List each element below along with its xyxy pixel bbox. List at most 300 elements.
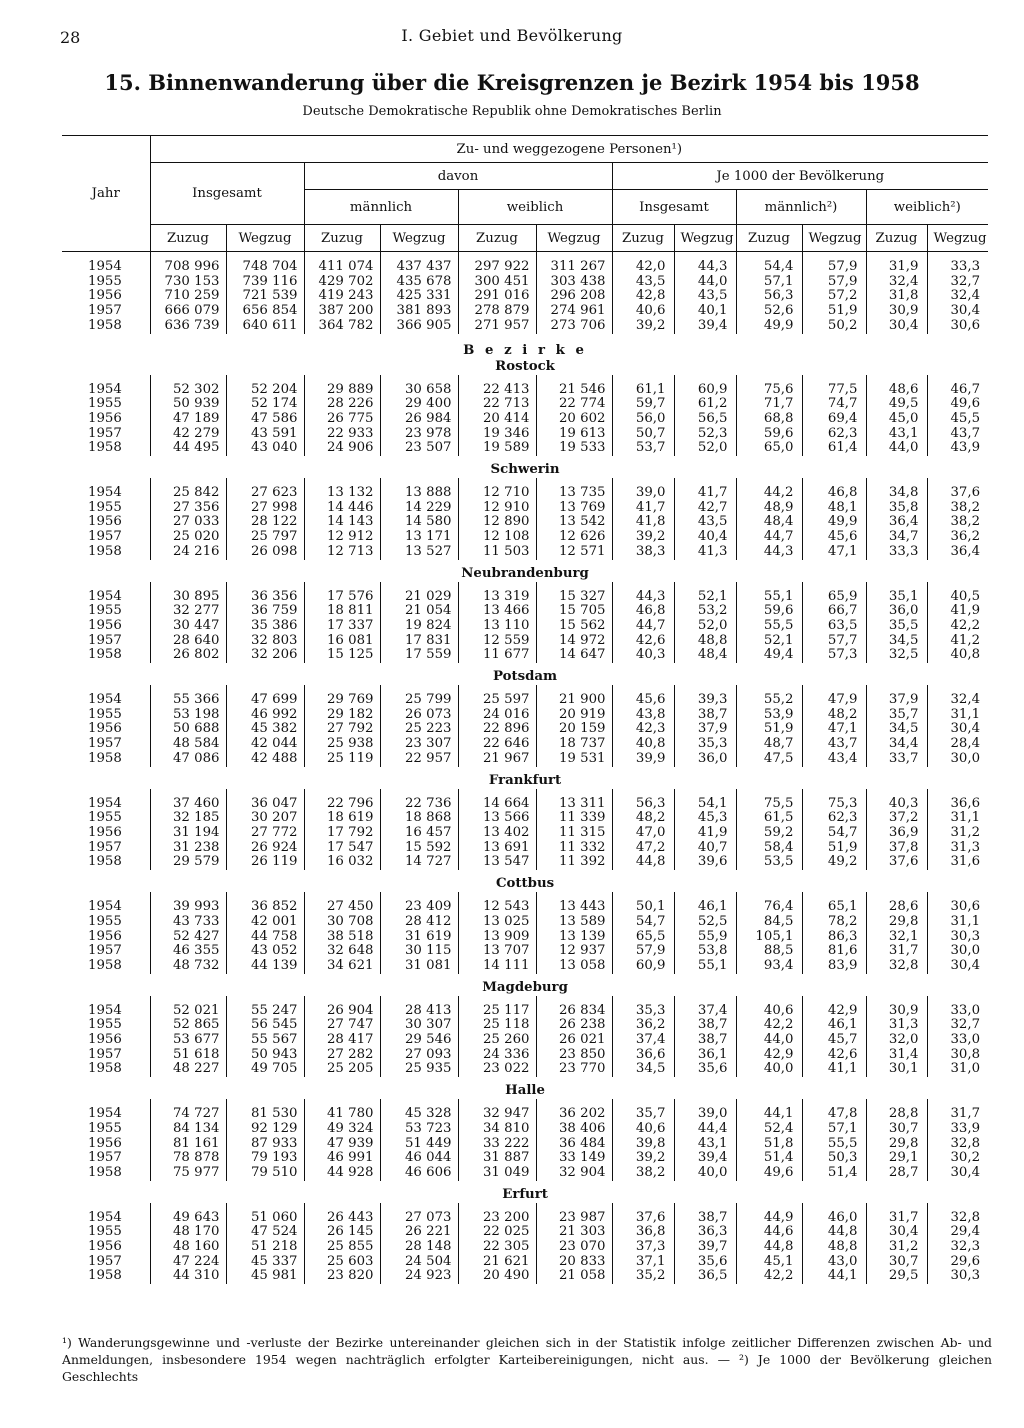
value-cell: 39,0 [612, 478, 674, 501]
value-cell: 36,6 [612, 1048, 674, 1063]
value-cell: 17 337 [304, 619, 380, 634]
year-cell: 1955 [88, 396, 122, 412]
col-header-weiblich: weiblich [458, 190, 612, 225]
value-cell: 44,1 [802, 1269, 866, 1284]
table-row [62, 441, 988, 456]
value-cell: 42,2 [927, 619, 988, 634]
value-cell: 19 824 [380, 619, 458, 634]
value-cell: 21 029 [380, 582, 458, 605]
value-cell: 65,9 [802, 582, 866, 605]
value-cell: 44,8 [802, 1225, 866, 1240]
value-cell: 52,1 [736, 634, 802, 649]
value-cell: 13 025 [458, 915, 536, 930]
value-cell: 32,0 [866, 1033, 927, 1048]
value-cell: 11 392 [536, 855, 612, 870]
value-cell: 49 324 [304, 1122, 380, 1137]
value-cell: 44,0 [866, 441, 927, 456]
value-cell: 25 117 [458, 996, 536, 1019]
year-cell: 1957 [88, 303, 122, 319]
value-cell: 28 412 [380, 915, 458, 930]
value-cell: 25 603 [304, 1255, 380, 1270]
value-cell: 18 737 [536, 737, 612, 752]
value-cell: 411 074 [304, 252, 380, 275]
table-title: 15. Binnenwanderung über die Kreisgrenzen je Bezirk 1954 bis 1958 [104, 70, 920, 95]
value-cell: 21 900 [536, 685, 612, 708]
value-cell: 25 938 [304, 737, 380, 752]
value-cell: 41,3 [674, 545, 736, 560]
value-cell: 15 327 [536, 582, 612, 605]
year-cell: 1956 [88, 928, 122, 944]
value-cell: 13 707 [458, 944, 536, 959]
value-cell: 30 207 [226, 811, 304, 826]
value-cell: 31,2 [927, 826, 988, 841]
value-cell: 68,8 [736, 412, 802, 427]
value-cell: 47,1 [802, 722, 866, 737]
value-cell: 44,9 [736, 1203, 802, 1226]
value-cell: 48,4 [736, 515, 802, 530]
running-head: I. Gebiet und Bevölkerung [401, 26, 623, 45]
year-cell: 1954 [88, 1209, 122, 1225]
table-row [62, 604, 988, 619]
value-cell: 36,3 [674, 1225, 736, 1240]
year-cell: 1958 [88, 1061, 122, 1077]
value-cell: 40,1 [674, 304, 736, 319]
value-cell: 49,9 [736, 319, 802, 334]
value-cell: 50,3 [802, 1151, 866, 1166]
value-cell: 50 939 [150, 397, 226, 412]
value-cell: 57,9 [612, 944, 674, 959]
value-cell: 13 566 [458, 811, 536, 826]
value-cell: 23 409 [380, 892, 458, 915]
value-cell: 29,8 [866, 915, 927, 930]
value-cell: 381 893 [380, 304, 458, 319]
value-cell: 11 503 [458, 545, 536, 560]
value-cell: 51,9 [802, 304, 866, 319]
value-cell: 22 796 [304, 789, 380, 812]
value-cell: 45,1 [736, 1255, 802, 1270]
value-cell: 32,3 [927, 1240, 988, 1255]
value-cell: 41,8 [612, 515, 674, 530]
value-cell: 38,2 [612, 1166, 674, 1181]
value-cell: 40,5 [927, 582, 988, 605]
year-cell: 1954 [88, 259, 122, 274]
value-cell: 18 811 [304, 604, 380, 619]
value-cell: 20 490 [458, 1269, 536, 1284]
value-cell: 311 267 [536, 252, 612, 275]
value-cell: 38 406 [536, 1122, 612, 1137]
value-cell: 14 143 [304, 515, 380, 530]
value-cell: 50,2 [802, 319, 866, 334]
value-cell: 25 223 [380, 722, 458, 737]
value-cell: 84,5 [736, 915, 802, 930]
col-header-wegzug: Wegzug [380, 225, 458, 252]
table-row [62, 1225, 988, 1240]
value-cell: 56,3 [736, 289, 802, 304]
col-header-wegzug: Wegzug [674, 225, 736, 252]
value-cell: 40,8 [612, 737, 674, 752]
table-row [62, 826, 988, 841]
value-cell: 47,0 [612, 826, 674, 841]
value-cell: 29,4 [927, 1225, 988, 1240]
value-cell: 46,1 [802, 1018, 866, 1033]
value-cell: 29 769 [304, 685, 380, 708]
value-cell: 59,2 [736, 826, 802, 841]
value-cell: 23 307 [380, 737, 458, 752]
value-cell: 41,7 [612, 501, 674, 516]
section-heading: Magdeburg [482, 979, 568, 995]
value-cell: 25 799 [380, 685, 458, 708]
value-cell: 43,1 [866, 427, 927, 442]
year-cell: 1957 [88, 632, 122, 648]
value-cell: 44,2 [736, 478, 802, 501]
value-cell: 26 904 [304, 996, 380, 1019]
value-cell: 46,0 [802, 1203, 866, 1226]
value-cell: 37,8 [866, 841, 927, 856]
col-header-zuzug: Zuzug [304, 225, 380, 252]
value-cell: 45 328 [380, 1099, 458, 1122]
value-cell: 27 792 [304, 722, 380, 737]
section-heading-row [62, 870, 988, 892]
value-cell: 41 780 [304, 1099, 380, 1122]
value-cell: 53,7 [612, 441, 674, 456]
value-cell: 44,1 [736, 1099, 802, 1122]
value-cell: 19 613 [536, 427, 612, 442]
value-cell: 55,9 [674, 930, 736, 945]
year-cell: 1956 [88, 617, 122, 633]
value-cell: 30,4 [927, 722, 988, 737]
value-cell: 23 978 [380, 427, 458, 442]
table-row [62, 1062, 988, 1077]
table-row [62, 478, 988, 501]
value-cell: 60,9 [612, 959, 674, 974]
value-cell: 21 621 [458, 1255, 536, 1270]
table-row [62, 1166, 988, 1181]
value-cell: 35,7 [612, 1099, 674, 1122]
value-cell: 48,7 [736, 737, 802, 752]
value-cell: 46,7 [927, 375, 988, 398]
value-cell: 29 400 [380, 397, 458, 412]
year-cell: 1956 [88, 824, 122, 840]
value-cell: 43,4 [802, 752, 866, 767]
value-cell: 27 033 [150, 515, 226, 530]
value-cell: 50,1 [612, 892, 674, 915]
value-cell: 38,7 [674, 708, 736, 723]
value-cell: 44,3 [736, 545, 802, 560]
col-header-wegzug: Wegzug [226, 225, 304, 252]
value-cell: 30,9 [866, 996, 927, 1019]
value-cell: 49 705 [226, 1062, 304, 1077]
value-cell: 28,7 [866, 1166, 927, 1181]
value-cell: 34,5 [866, 634, 927, 649]
year-cell: 1958 [88, 543, 122, 559]
value-cell: 39,4 [674, 1151, 736, 1166]
value-cell: 29,5 [866, 1269, 927, 1284]
value-cell: 41,9 [927, 604, 988, 619]
table-row [62, 930, 988, 945]
value-cell: 63,5 [802, 619, 866, 634]
table-row [62, 959, 988, 974]
col-header-maennlich-je1000: männlich²) [736, 190, 866, 225]
value-cell: 13 769 [536, 501, 612, 516]
value-cell: 14 229 [380, 501, 458, 516]
value-cell: 17 559 [380, 648, 458, 663]
value-cell: 53,5 [736, 855, 802, 870]
value-cell: 46,8 [802, 478, 866, 501]
value-cell: 11 677 [458, 648, 536, 663]
value-cell: 52 302 [150, 375, 226, 398]
value-cell: 27 772 [226, 826, 304, 841]
value-cell: 656 854 [226, 304, 304, 319]
value-cell: 27 282 [304, 1048, 380, 1063]
value-cell: 31 194 [150, 826, 226, 841]
table-row [62, 1240, 988, 1255]
value-cell: 23 200 [458, 1203, 536, 1226]
table-row [62, 841, 988, 856]
value-cell: 78 878 [150, 1151, 226, 1166]
value-cell: 14 647 [536, 648, 612, 663]
value-cell: 36 356 [226, 582, 304, 605]
value-cell: 12 890 [458, 515, 536, 530]
value-cell: 30,9 [866, 304, 927, 319]
value-cell: 37,3 [612, 1240, 674, 1255]
value-cell: 28,8 [866, 1099, 927, 1122]
value-cell: 48,8 [802, 1240, 866, 1255]
value-cell: 26 238 [536, 1018, 612, 1033]
value-cell: 48,6 [866, 375, 927, 398]
table-row [62, 501, 988, 516]
value-cell: 38,7 [674, 1203, 736, 1226]
value-cell: 35,6 [674, 1255, 736, 1270]
value-cell: 77,5 [802, 375, 866, 398]
value-cell: 14 727 [380, 855, 458, 870]
year-cell: 1954 [88, 1106, 122, 1122]
value-cell: 25 119 [304, 752, 380, 767]
value-cell: 45,6 [802, 530, 866, 545]
value-cell: 36,9 [866, 826, 927, 841]
value-cell: 20 414 [458, 412, 536, 427]
section-heading-row [62, 663, 988, 685]
value-cell: 24 923 [380, 1269, 458, 1284]
value-cell: 28 148 [380, 1240, 458, 1255]
value-cell: 22 305 [458, 1240, 536, 1255]
value-cell: 13 139 [536, 930, 612, 945]
value-cell: 51,9 [802, 841, 866, 856]
value-cell: 20 833 [536, 1255, 612, 1270]
value-cell: 27 356 [150, 501, 226, 516]
section-heading: Rostock [495, 358, 555, 374]
value-cell: 53,8 [674, 944, 736, 959]
col-header-davon: davon [304, 163, 612, 190]
value-cell: 38,3 [612, 545, 674, 560]
value-cell: 40,6 [612, 304, 674, 319]
value-cell: 33 222 [458, 1137, 536, 1152]
value-cell: 297 922 [458, 252, 536, 275]
value-cell: 28,6 [866, 892, 927, 915]
value-cell: 25 118 [458, 1018, 536, 1033]
value-cell: 38,7 [674, 1018, 736, 1033]
year-cell: 1956 [88, 410, 122, 426]
value-cell: 25 935 [380, 1062, 458, 1077]
section-heading-row [62, 974, 988, 996]
value-cell: 52,5 [674, 915, 736, 930]
value-cell: 37,4 [612, 1033, 674, 1048]
year-cell: 1954 [88, 1002, 122, 1018]
value-cell: 12 108 [458, 530, 536, 545]
table-row [62, 412, 988, 427]
value-cell: 35,8 [866, 501, 927, 516]
value-cell: 437 437 [380, 252, 458, 275]
value-cell: 278 879 [458, 304, 536, 319]
value-cell: 34,7 [866, 530, 927, 545]
value-cell: 86,3 [802, 930, 866, 945]
value-cell: 13 171 [380, 530, 458, 545]
value-cell: 32,8 [866, 959, 927, 974]
value-cell: 55,1 [674, 959, 736, 974]
col-header-weiblich-je1000: weiblich²) [866, 190, 988, 225]
value-cell: 636 739 [150, 319, 226, 334]
section-heading-row [62, 359, 988, 375]
value-cell: 44,7 [736, 530, 802, 545]
value-cell: 51 060 [226, 1203, 304, 1226]
value-cell: 40,8 [927, 648, 988, 663]
table-row [62, 1255, 988, 1270]
value-cell: 36,6 [927, 789, 988, 812]
value-cell: 43,5 [674, 515, 736, 530]
value-cell: 19 346 [458, 427, 536, 442]
value-cell: 53 677 [150, 1033, 226, 1048]
section-heading: Potsdam [492, 669, 558, 685]
value-cell: 52,4 [736, 1122, 802, 1137]
year-cell: 1954 [88, 795, 122, 811]
value-cell: 25 842 [150, 478, 226, 501]
value-cell: 87 933 [226, 1137, 304, 1152]
value-cell: 13 058 [536, 959, 612, 974]
value-cell: 13 466 [458, 604, 536, 619]
value-cell: 48,9 [736, 501, 802, 516]
value-cell: 45,0 [866, 412, 927, 427]
value-cell: 45,7 [802, 1033, 866, 1048]
value-cell: 51 618 [150, 1048, 226, 1063]
value-cell: 12 571 [536, 545, 612, 560]
value-cell: 53 198 [150, 708, 226, 723]
value-cell: 61,4 [802, 441, 866, 456]
year-cell: 1955 [88, 913, 122, 929]
value-cell: 25 205 [304, 1062, 380, 1077]
value-cell: 419 243 [304, 289, 380, 304]
table-row [62, 855, 988, 870]
value-cell: 26 924 [226, 841, 304, 856]
value-cell: 43 591 [226, 427, 304, 442]
value-cell: 30 708 [304, 915, 380, 930]
value-cell: 387 200 [304, 304, 380, 319]
year-cell: 1954 [88, 588, 122, 604]
year-cell: 1957 [88, 943, 122, 959]
bezirke-heading: B e z i r k e [463, 342, 587, 358]
year-cell: 1958 [88, 957, 122, 973]
value-cell: 42,2 [736, 1018, 802, 1033]
value-cell: 49 643 [150, 1203, 226, 1226]
value-cell: 13 319 [458, 582, 536, 605]
value-cell: 55,2 [736, 685, 802, 708]
value-cell: 42 044 [226, 737, 304, 752]
value-cell: 32,7 [927, 275, 988, 290]
value-cell: 29,6 [927, 1255, 988, 1270]
value-cell: 53,9 [736, 708, 802, 723]
value-cell: 42 279 [150, 427, 226, 442]
year-cell: 1958 [88, 317, 122, 333]
value-cell: 48 584 [150, 737, 226, 752]
value-cell: 92 129 [226, 1122, 304, 1137]
value-cell: 44 758 [226, 930, 304, 945]
section-heading: Neubrandenburg [461, 565, 589, 581]
value-cell: 32 803 [226, 634, 304, 649]
value-cell: 21 303 [536, 1225, 612, 1240]
value-cell: 13 547 [458, 855, 536, 870]
value-cell: 18 868 [380, 811, 458, 826]
value-cell: 42,2 [736, 1269, 802, 1284]
value-cell: 11 332 [536, 841, 612, 856]
value-cell: 47 524 [226, 1225, 304, 1240]
value-cell: 24 016 [458, 708, 536, 723]
value-cell: 55 366 [150, 685, 226, 708]
value-cell: 36 852 [226, 892, 304, 915]
value-cell: 40,7 [674, 841, 736, 856]
table-row [62, 427, 988, 442]
col-header-wegzug: Wegzug [802, 225, 866, 252]
value-cell: 57,3 [802, 648, 866, 663]
table-row [62, 915, 988, 930]
value-cell: 48,1 [802, 501, 866, 516]
value-cell: 33,7 [866, 752, 927, 767]
value-cell: 33,0 [927, 1033, 988, 1048]
value-cell: 47,2 [612, 841, 674, 856]
value-cell: 39,8 [612, 1137, 674, 1152]
table-row [62, 375, 988, 398]
value-cell: 44 310 [150, 1269, 226, 1284]
value-cell: 30,4 [927, 959, 988, 974]
value-cell: 43,9 [927, 441, 988, 456]
value-cell: 43 040 [226, 441, 304, 456]
value-cell: 47,5 [736, 752, 802, 767]
value-cell: 42,7 [674, 501, 736, 516]
value-cell: 35,2 [612, 1269, 674, 1284]
table-row [62, 1151, 988, 1166]
value-cell: 31,1 [927, 708, 988, 723]
section-heading-row [62, 767, 988, 789]
section-heading: Schwerin [490, 462, 560, 478]
value-cell: 34,5 [612, 1062, 674, 1077]
value-cell: 34,8 [866, 478, 927, 501]
table-row [62, 1269, 988, 1284]
value-cell: 30 658 [380, 375, 458, 398]
table-row [62, 397, 988, 412]
year-cell: 1954 [88, 899, 122, 915]
value-cell: 31,4 [866, 1048, 927, 1063]
col-header-zuzug: Zuzug [458, 225, 536, 252]
value-cell: 32,8 [927, 1137, 988, 1152]
value-cell: 31,7 [927, 1099, 988, 1122]
value-cell: 26 802 [150, 648, 226, 663]
value-cell: 30,0 [927, 944, 988, 959]
year-cell: 1958 [88, 1268, 122, 1284]
value-cell: 30,4 [927, 1166, 988, 1181]
value-cell: 26 119 [226, 855, 304, 870]
value-cell: 300 451 [458, 275, 536, 290]
year-cell: 1957 [88, 529, 122, 545]
value-cell: 23 987 [536, 1203, 612, 1226]
value-cell: 62,3 [802, 427, 866, 442]
year-cell: 1957 [88, 736, 122, 752]
